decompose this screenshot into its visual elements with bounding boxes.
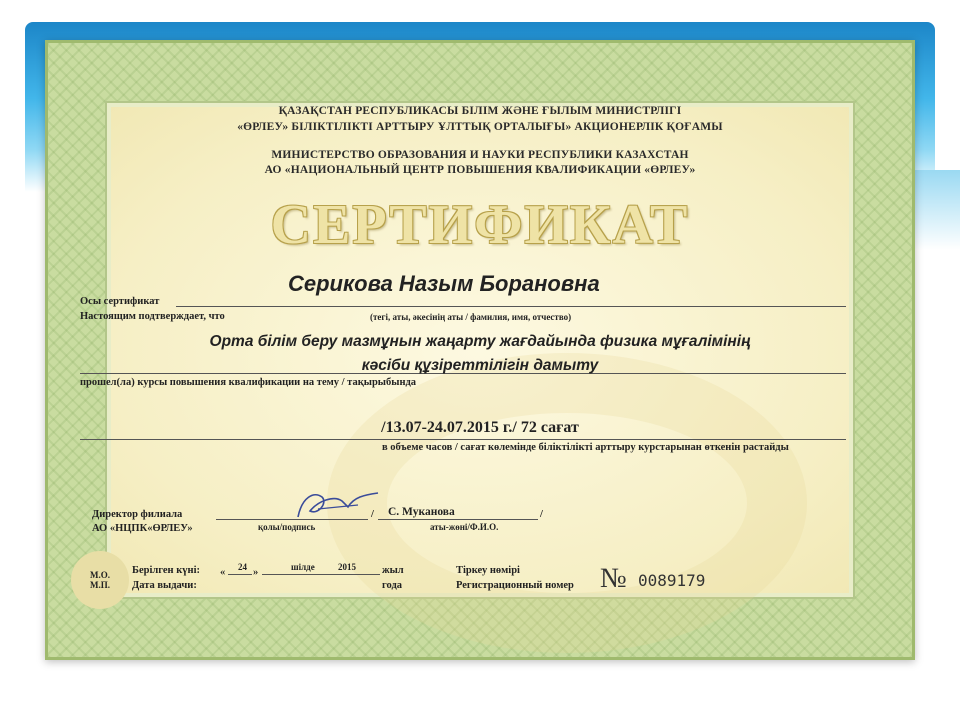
watermark-emblem (327, 353, 807, 653)
signature-caption: қолы/подпись (258, 522, 316, 532)
issue-date-label-kz: Берілген күні: (132, 565, 200, 576)
issue-close-quote: » (253, 567, 259, 578)
header-ru-line1: МИНИСТЕРСТВО ОБРАЗОВАНИЯ И НАУКИ РЕСПУБЛИКИ КАЗАХСТАН (271, 149, 689, 161)
issue-month: шілде (291, 562, 315, 572)
registration-label-ru: Регистрационный номер (456, 580, 574, 591)
label-confirms: Настоящим подтверждает, что (80, 311, 225, 322)
duration-caption: в объеме часов / сағат көлемінде біліктілікті арттыру курстарынан өткенін растайды (382, 442, 789, 453)
number-sign: № (600, 563, 627, 594)
signer-name-caption: аты-жөні/Ф.И.О. (430, 522, 499, 532)
course-title-line2: кәсіби құзіреттілігін дамыту (361, 357, 599, 374)
day-line (228, 574, 252, 575)
year-line (310, 574, 380, 575)
registration-number: 0089179 (638, 571, 706, 590)
stamp-area (71, 551, 129, 609)
course-caption: прошел(ла) курсы повышения квалификации на тему / тақырыбында (80, 377, 417, 388)
issue-year: 2015 (338, 562, 356, 572)
issue-day: 24 (238, 562, 247, 572)
certificate-title: СЕРТИФИКАТ (270, 194, 690, 256)
header-kz-line1: ҚАЗАҚСТАН РЕСПУБЛИКАСЫ БІЛІМ ЖӘНЕ ҒЫЛЫМ МИНИСТРЛІГІ (278, 105, 682, 117)
certificate: ҚАЗАҚСТАН РЕСПУБЛИКАСЫ БІЛІМ ЖӘНЕ ҒЫЛЫМ МИНИСТРЛІГІ «ӨРЛЕУ» БІЛІКТІЛІКТІ АРТТЫРУ ҰЛТТЫҚ ОРТАЛЫҒЫ» АКЦИОНЕРЛІК ҚОҒАМЫ МИНИСТЕРСТВО ОБРАЗОВАНИЯ И НАУКИ РЕСПУБЛИКИ КАЗАХСТАН АО «НАЦИОНАЛЬНЫЙ ЦЕНТР ПОВЫШЕНИЯ КВАЛИФИКАЦИИ «ӨРЛЕУ» СЕРТИФИКАТ Серикова Назым Борановна Осы сертификат Настоящим подтверждает, что (тегі, аты, әкесінің аты / фамилия, имя, отчество) Орта білім беру мазмұнын жаңарту жағдайында физика мұғалімінің кәсіби құзіреттілігін дамыту прошел(ла) курсы повышения квалификации на тему / тақырыбында /13.07-24.07.2015 г./ 72 сағат в объеме часов / сағат көлемінде біліктілікті арттыру курстарынан өткенін растайды Директор филиала АО «НЦПК«ӨРЛЕУ» қолы/подпись / С. Муканова / аты-жөні/Ф.И.О. М.О. М.П. Берілген күні: Дата выдачи: « 24 » шілде 2015 жыл года Тіркеу нөмірі Регистрационный номер № 0089179 (45, 40, 915, 660)
director-title: Директор филиала (92, 509, 183, 520)
registration-label-kz: Тіркеу нөмірі (456, 565, 520, 576)
seal-kz: М.О. (90, 570, 110, 580)
course-title-line1: Орта білім беру мазмұнын жаңарту жағдайында физика мұғалімінің (209, 333, 751, 350)
seal-ru: М.П. (90, 580, 110, 590)
director-organization: АО «НЦПК«ӨРЛЕУ» (92, 523, 193, 534)
signer-name-line (378, 519, 538, 520)
recipient-caption: (тегі, аты, әкесінің аты / фамилия, имя, отчество) (370, 312, 572, 322)
label-this-certificate: Осы сертификат (80, 296, 160, 307)
issue-open-quote: « (220, 567, 226, 578)
issue-year-ru: года (382, 580, 403, 591)
recipient-name: Серикова Назым Борановна (288, 271, 600, 296)
issue-year-kz: жыл (382, 565, 404, 576)
duration-line (80, 439, 846, 440)
signer-name: С. Муканова (388, 506, 455, 518)
course-duration: /13.07-24.07.2015 г./ 72 сағат (381, 419, 579, 436)
issue-date-label-ru: Дата выдачи: (132, 580, 197, 591)
header-ru-line2: АО «НАЦИОНАЛЬНЫЙ ЦЕНТР ПОВЫШЕНИЯ КВАЛИФИКАЦИИ «ӨРЛЕУ» (264, 164, 696, 176)
header-kz-line2: «ӨРЛЕУ» БІЛІКТІЛІКТІ АРТТЫРУ ҰЛТТЫҚ ОРТАЛЫҒЫ» АКЦИОНЕРЛІК ҚОҒАМЫ (237, 121, 723, 133)
recipient-line (176, 306, 846, 307)
